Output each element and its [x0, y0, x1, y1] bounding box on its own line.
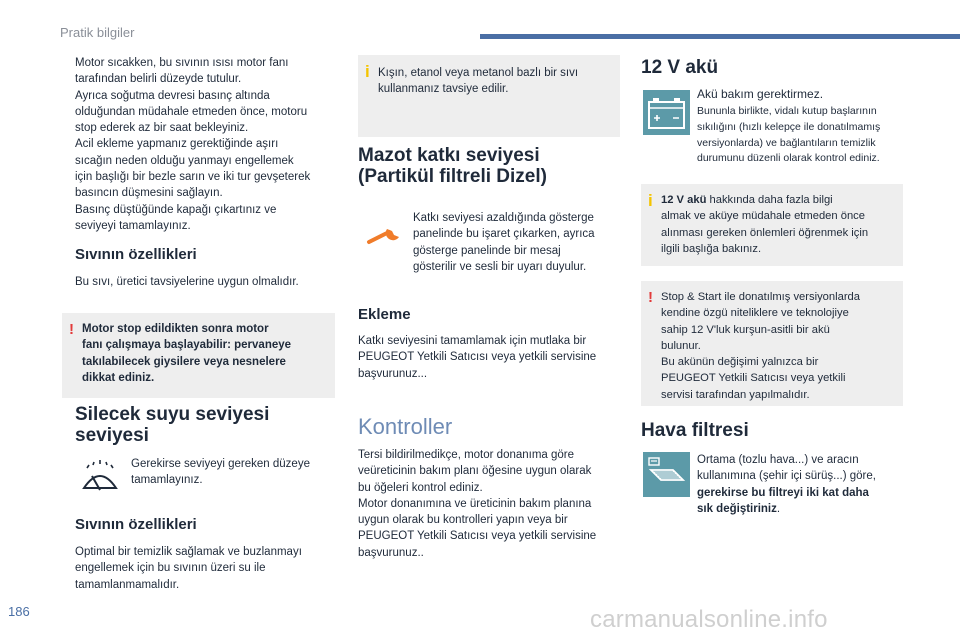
wiper-fluid-text: Gerekirse seviyeyi gereken düzeye tamamlayınız. — [131, 458, 310, 487]
battery-info-rest: hakkında daha fazla bilgi almak ve aküye müdahale etmeden önce alınması gereken önlemleri öğrenmek için ilgili başlığa bakınız. — [661, 194, 869, 255]
coolant-properties-text: Bu sıvı, üretici tavsiyelerine uygun olmalıdır. — [75, 276, 299, 288]
air-filter-text-main: Ortama (tozlu hava...) ve aracın kullanımına (şehir içi sürüş...) göre, — [697, 454, 876, 483]
section-title: Pratik bilgiler — [60, 25, 135, 40]
warning-exclamation-icon: ! — [69, 321, 74, 338]
checks-heading: Kontroller — [358, 414, 453, 439]
fan-warning-box — [62, 313, 335, 398]
wiper-fluid-heading: Silecek suyu seviyesi seviyesi — [75, 404, 270, 446]
checks-text: Tersi bildirilmedikçe, motor donanıma göre veüreticinin bakım planı öğesine uygun olarak bu öğeleri kontrol ediniz. Motor donanımına ve üreticinin bakım planına uygun olarak bu kontrolleri yapın veya bir PEUGEOT Yetkili Satıcısı veya yetkili servisine başvurunuz.. — [358, 449, 597, 559]
windscreen-washer-icon — [80, 458, 120, 498]
page-number: 186 — [8, 604, 30, 619]
adding-text: Katkı seviyesini tamamlamak için mutlaka bir PEUGEOT Yetkili Satıcısı veya yetkili servisine başvurunuz... — [358, 335, 597, 380]
info-i-icon: i — [365, 62, 370, 81]
stop-start-warning-text: Stop & Start ile donatılmış versiyonlarda kendine özgü niteliklere ve teknolojiye sahip 12 V'luk kurşun-asitli bir akü bulunur. Bu akünün değişimi yalnızca bir PEUGEOT Yetkili Satıcısı veya yetkili servisi tarafından yapılmalıdır. — [661, 291, 860, 401]
adding-heading: Ekleme — [358, 306, 411, 323]
air-filter-icon — [643, 452, 690, 497]
battery-info-box — [641, 184, 903, 266]
fan-warning-text: Motor stop edildikten sonra motor fanı çalışmaya başlayabilir: pervaneye takılabilecek giysilere veya nesnelere dikkat ediniz. — [82, 323, 292, 384]
battery-lead-text: Akü bakım gerektirmez. — [697, 87, 824, 101]
winter-info-text: Kışın, etanol veya metanol bazlı bir sıvı kullanmanız tavsiye edilir. — [378, 67, 579, 96]
battery-icon — [643, 90, 690, 135]
battery-detail-text: Bununla birlikte, vidalı kutup başlarının sıkılığını (hızlı kelepçe ile donatılmamış versiyonlarda) ve bağlantıların temizlik durumunu düzenli olarak kontrol ediniz. — [697, 105, 881, 165]
wiper-properties-text: Optimal bir temizlik sağlamak ve buzlanmayı engellemek için bu sıvının üzeri su ile tamamlanmamalıdır. — [75, 546, 302, 591]
warning-exclamation-icon: ! — [648, 289, 653, 306]
battery-info-text — [661, 192, 891, 257]
air-filter-heading: Hava filtresi — [641, 420, 749, 441]
coolant-intro-text: Motor sıcakken, bu sıvının ısısı motor fanı tarafından belirli düzeyde tutulur. Ayrıca soğutma devresi basınç altında olduğundan müdahale etmeden önce, motoru stop ederek az bir saat bekleyiniz. Acil ekleme yapmanız gerektiğinde aşırı sıcağın neden olduğu yanmayı engellemek için başlığı bir bezle sarın ve iki tur gevşeterek basıncın düşmesini sağlayın. Basınç düştüğünde kapağı çıkartınız ve seviyeyi tamamlayınız. — [75, 57, 311, 232]
info-i-icon: i — [648, 191, 653, 210]
battery-info-bold: 12 V akü — [661, 194, 707, 206]
air-filter-text-end: . — [776, 502, 781, 515]
air-filter-text — [697, 452, 907, 517]
header-accent-bar — [480, 34, 960, 39]
wrench-icon — [365, 222, 405, 248]
wiper-properties-heading: Sıvının özellikleri — [75, 516, 197, 533]
battery-heading: 12 V akü — [641, 57, 719, 78]
watermark: carmanualsonline.info — [590, 606, 828, 633]
diesel-additive-text: Katkı seviyesi azaldığında gösterge panelinde bu işaret çıkarken, ayrıca gösterge panelinde bir mesaj gösterilir ve sesli bir uyarı duyulur. — [413, 212, 595, 273]
winter-info-box — [358, 55, 620, 137]
coolant-properties-heading: Sıvının özellikleri — [75, 246, 197, 263]
air-filter-text-bold: gerekirse bu filtreyi iki kat daha sık değiştiriniz — [697, 486, 869, 515]
diesel-additive-heading: Mazot katkı seviyesi (Partikül filtreli Dizel) — [358, 145, 547, 187]
stop-start-warning-box — [641, 281, 903, 406]
